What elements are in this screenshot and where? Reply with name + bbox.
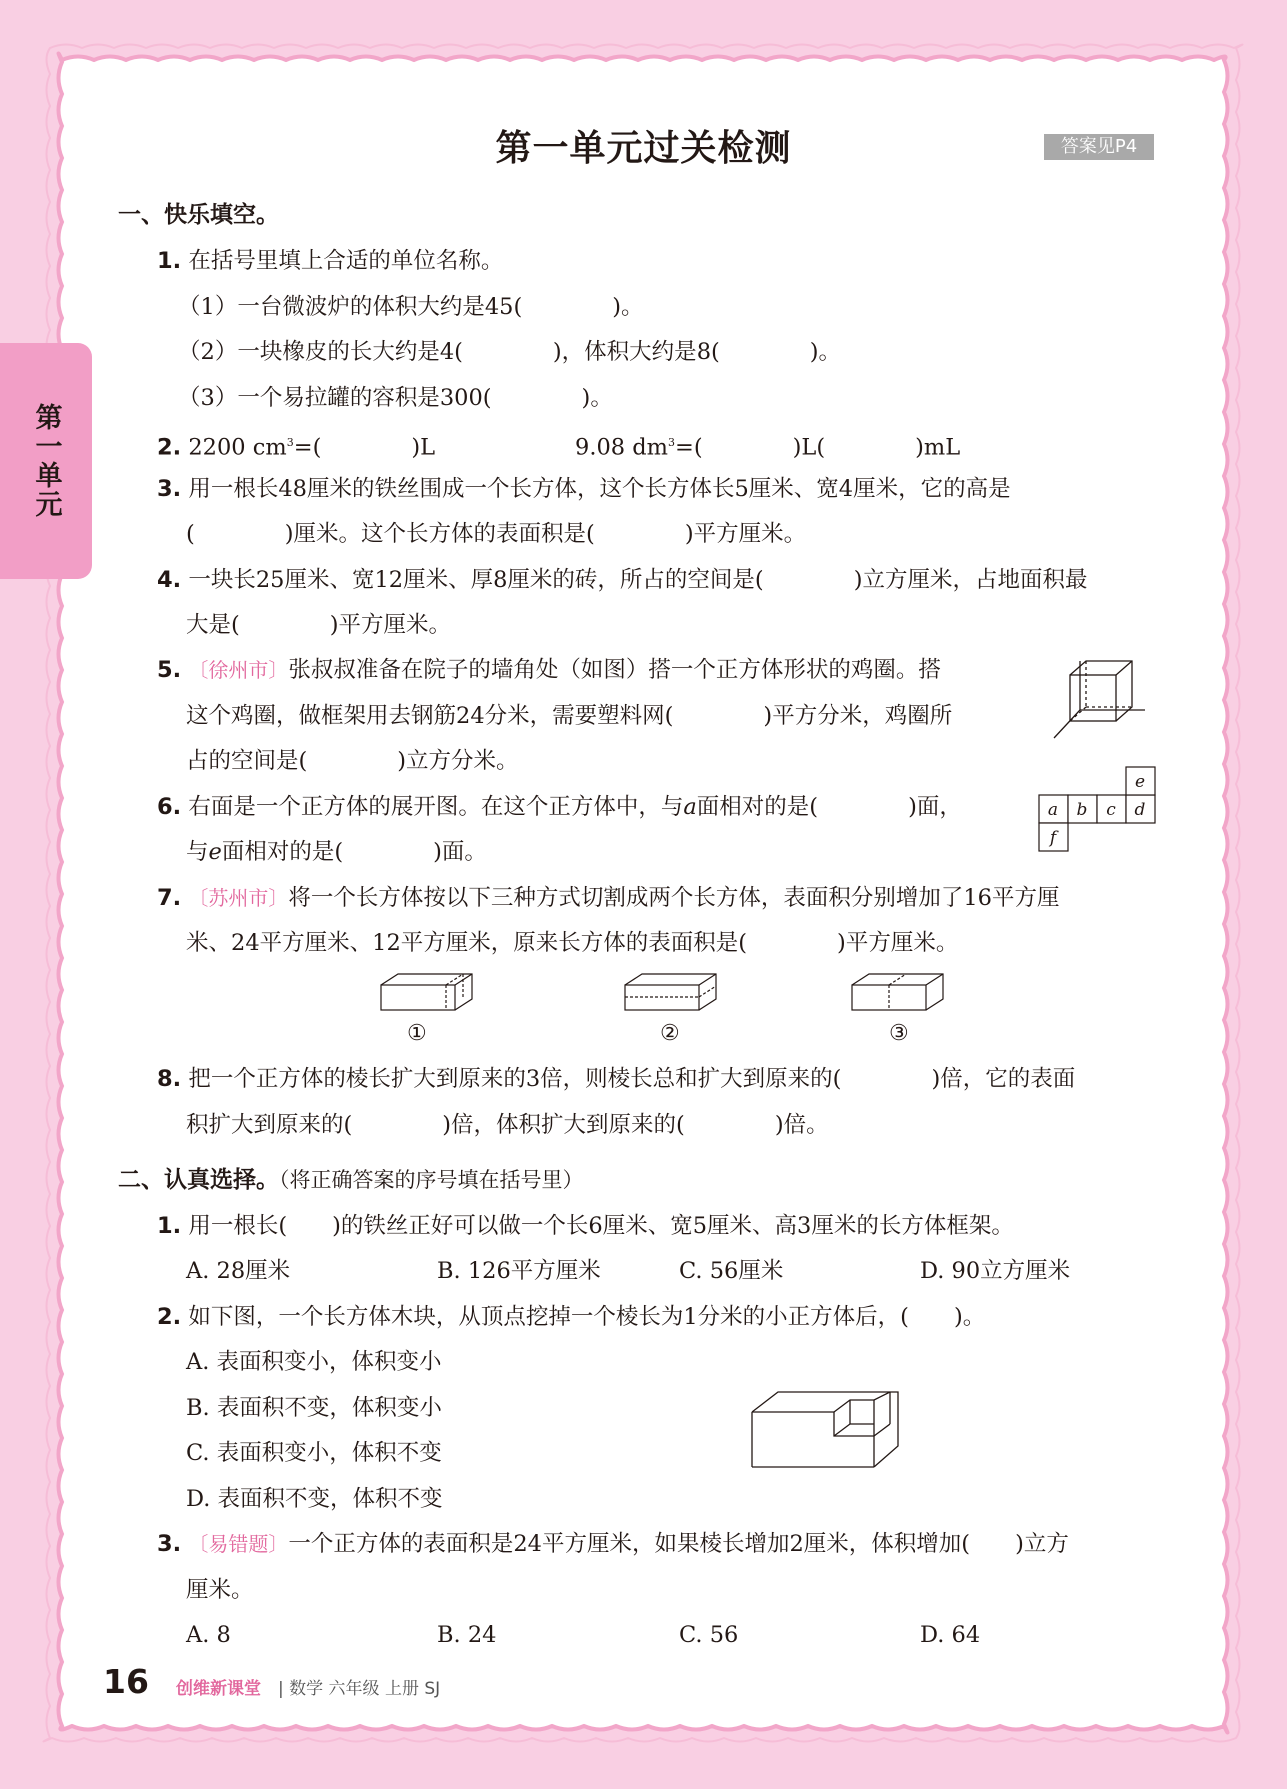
source-tag: 〔易错题〕 [188, 1532, 289, 1556]
q-text: 用一根长( )的铁丝正好可以做一个长6厘米、宽5厘米、高3厘米的长方体框架。 [188, 1213, 1014, 1239]
q1-4-line1 [157, 565, 1088, 595]
q1-1 [157, 246, 503, 276]
q-text: =( )L( )mL [675, 434, 961, 461]
q1-1-sub3: （3）一个易拉罐的容积是300( )。 [178, 385, 613, 411]
section1-title: 一、快乐填空。 [118, 202, 279, 228]
q-text: 用一根长48厘米的铁丝围成一个长方体，这个长方体长5厘米、宽4厘米，它的高是 [188, 476, 1011, 502]
source-tag: 〔徐州市〕 [188, 658, 289, 682]
q2-3-option-a: A. 8 [186, 1622, 231, 1648]
superscript: 3 [668, 436, 675, 449]
notched-block-figure [750, 1390, 900, 1470]
q1-2-part2 [575, 428, 960, 463]
net-face-b: b [1076, 800, 1088, 820]
q-number: 4. [157, 567, 182, 593]
q2-2-option-b: B. 表面积不变，体积变小 [186, 1395, 442, 1421]
q1-3-line2: ( )厘米。这个长方体的表面积是( )平方厘米。 [186, 521, 807, 547]
q-number: 3. [157, 476, 182, 502]
q1-5-line1 [157, 655, 941, 685]
q2-3-line1 [157, 1529, 1069, 1559]
q-number: 3. [157, 1531, 182, 1557]
q2-3-line2: 厘米。 [186, 1577, 254, 1603]
book-info: | 数学 六年级 上册 SJ [278, 1679, 441, 1699]
cut-figure-3-label: ③ [889, 1021, 909, 1046]
unit-side-tab [0, 343, 92, 579]
q-text: 与 [186, 839, 209, 865]
q-text: =( )L [293, 434, 436, 461]
q2-2-option-c: C. 表面积变小，体积不变 [186, 1440, 442, 1466]
q1-6-line2 [186, 837, 487, 867]
cut-figure-2 [624, 973, 720, 1013]
page-title: 第一单元过关检测 [495, 128, 792, 169]
q-text: 面相对的是( )面， [696, 794, 962, 820]
q1-6-line1 [157, 792, 962, 822]
q2-1-option-b: B. 126平方厘米 [437, 1258, 601, 1284]
q-number: 6. [157, 794, 182, 820]
q1-2 [157, 428, 435, 463]
net-face-f: f [1049, 828, 1057, 848]
q-number: 5. [157, 657, 182, 683]
q2-3-option-c: C. 56 [679, 1622, 739, 1648]
q1-1-sub1: （1）一台微波炉的体积大约是45( )。 [178, 294, 644, 320]
cut-figure-1-label: ① [407, 1021, 427, 1046]
face-label: e [208, 839, 222, 865]
cube-net-figure [1038, 765, 1160, 855]
corner-cube-figure [1050, 655, 1150, 745]
q-text: 右面是一个正方体的展开图。在这个正方体中，与 [188, 794, 684, 820]
q1-4-line2: 大是( )平方厘米。 [186, 612, 452, 638]
q-number: 2. [157, 1304, 182, 1330]
section2-note: （将正确答案的序号填在括号里） [279, 1168, 584, 1192]
page-number: 16 [103, 1662, 149, 1701]
q1-5-line3: 占的空间是( )立方分米。 [186, 748, 519, 774]
net-face-e: e [1134, 772, 1146, 792]
q1-7-line2: 米、24平方厘米、12平方厘米，原来长方体的表面积是( )平方厘米。 [186, 930, 959, 956]
q-text: 张叔叔准备在院子的墙角处（如图）搭一个正方体形状的鸡圈。搭 [288, 657, 941, 683]
q-text: 一块长25厘米、宽12厘米、厚8厘米的砖，所占的空间是( )立方厘米，占地面积最 [188, 567, 1088, 593]
q2-1-option-c: C. 56厘米 [679, 1258, 784, 1284]
q2-1-option-a: A. 28厘米 [186, 1258, 291, 1284]
q1-1-sub2: （2）一块橡皮的长大约是4( )，体积大约是8( )。 [178, 339, 842, 365]
q2-2-option-d: D. 表面积不变，体积不变 [186, 1486, 443, 1512]
q1-8-line2: 积扩大到原来的( )倍，体积扩大到原来的( )倍。 [186, 1112, 829, 1138]
q2-3-option-d: D. 64 [920, 1622, 981, 1648]
answer-reference-badge: 答案见P4 [1044, 134, 1154, 160]
q1-3-line1 [157, 474, 1011, 504]
net-face-d: d [1134, 800, 1146, 820]
q-number: 1. [157, 1213, 182, 1239]
brand-name: 创维新课堂 [176, 1679, 261, 1699]
side-tab-label: 第一单元 [30, 403, 62, 519]
q1-7-line1 [157, 883, 1060, 913]
cut-figure-3 [851, 973, 947, 1013]
q-number: 2. [157, 434, 182, 461]
q-text: 在括号里填上合适的单位名称。 [188, 248, 504, 274]
q2-2-option-a: A. 表面积变小，体积变小 [186, 1349, 442, 1375]
q-text: 一个正方体的表面积是24平方厘米，如果棱长增加2厘米，体积增加( )立方 [288, 1531, 1069, 1557]
q-text: 9.08 dm [575, 434, 668, 461]
q2-1-option-d: D. 90立方厘米 [920, 1258, 1071, 1284]
q-text: 2200 cm [188, 434, 287, 461]
net-face-a: a [1047, 800, 1059, 820]
section2-title [118, 1165, 584, 1195]
q2-3-option-b: B. 24 [437, 1622, 497, 1648]
q-text: 面相对的是( )面。 [221, 839, 487, 865]
q1-5-line2: 这个鸡圈，做框架用去钢筋24分米，需要塑料网( )平方分米，鸡圈所 [186, 703, 953, 729]
q-text: 将一个长方体按以下三种方式切割成两个长方体，表面积分别增加了16平方厘 [288, 885, 1060, 911]
q1-8-line1 [157, 1064, 1075, 1094]
net-face-c: c [1106, 800, 1116, 820]
cut-figure-2-label: ② [660, 1021, 680, 1046]
q-number: 7. [157, 885, 182, 911]
face-label: a [683, 794, 697, 820]
q-number: 8. [157, 1066, 182, 1092]
q-number: 1. [157, 248, 182, 274]
q-text: 把一个正方体的棱长扩大到原来的3倍，则棱长总和扩大到原来的( )倍，它的表面 [188, 1066, 1076, 1092]
superscript: 3 [286, 436, 294, 449]
section2-title-text: 二、认真选择。 [118, 1167, 279, 1193]
source-tag: 〔苏州市〕 [188, 886, 289, 910]
cut-figure-1 [380, 973, 476, 1013]
q2-1 [157, 1211, 1014, 1241]
q2-2 [157, 1302, 985, 1332]
q-text: 如下图，一个长方体木块，从顶点挖掉一个棱长为1分米的小正方体后，( )。 [188, 1304, 986, 1330]
